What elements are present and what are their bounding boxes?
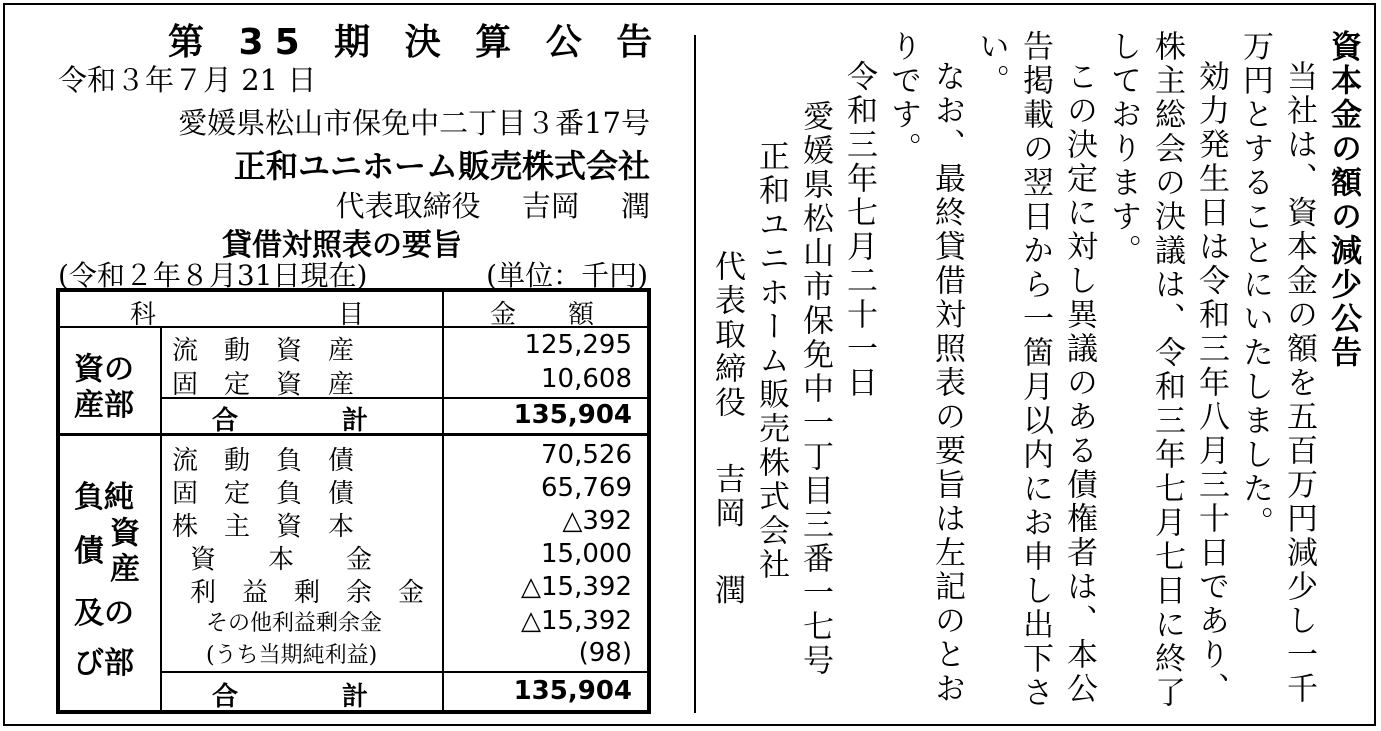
- liability-label: 資 本 金: [190, 545, 373, 575]
- notice-line: 告掲載の翌日から一箇月以内にお申し出下さ: [1017, 30, 1053, 710]
- assets-section-line2: 産部: [74, 388, 134, 423]
- liability-label: 固 定 負 債: [172, 479, 355, 509]
- liab-total-label: 合 計: [212, 682, 369, 712]
- liability-label: (うち当期純利益): [206, 643, 378, 668]
- liability-value: △15,392: [521, 572, 632, 602]
- company-address: 愛媛県松山市保免中二丁目３番17号: [178, 106, 650, 140]
- notice-representative: 代表取締役 吉岡 潤: [709, 250, 745, 608]
- liab-total-value: 135,904: [513, 676, 632, 706]
- liab-section-1: 負純: [74, 480, 134, 515]
- assets-section-line1: 資の: [74, 352, 134, 387]
- as-of-date: (令和２年８月31日現在): [58, 259, 368, 292]
- asset-label: 固 定 資 産: [172, 370, 355, 400]
- notice-date: 令和三年七月二十一日: [841, 60, 877, 400]
- liability-value: 15,000: [541, 539, 632, 569]
- company-name: 正和ユニホーム販売株式会社: [233, 147, 650, 185]
- column-divider: [694, 35, 696, 713]
- balance-sheet-title: 貸借対照表の要旨: [222, 228, 462, 263]
- notice-line: い。: [973, 30, 1009, 98]
- notice-line: この決定に対し異議のある債権者は、本公: [1061, 60, 1097, 706]
- notice-line: 当社は、資本金の額を五百万円減少し一千: [1281, 60, 1317, 706]
- asset-value: 10,608: [541, 364, 632, 394]
- balance-sheet-table: [56, 288, 651, 714]
- notice-line: 株主総会の決議は、令和三年七月七日に終了: [1149, 30, 1185, 710]
- notice-address: 愛媛県松山市保免中一丁目三番一七号: [797, 100, 833, 678]
- notice-company: 正和ユニホーム販売株式会社: [753, 140, 789, 582]
- notice-line: しております。: [1105, 30, 1141, 268]
- liability-value: △15,392: [521, 606, 632, 636]
- liab-total-rule: [160, 671, 647, 673]
- liability-value: △392: [562, 506, 632, 536]
- capital-reduction-notice: [700, 0, 1381, 731]
- asset-value: 125,295: [524, 330, 632, 360]
- statement-date: 令和３年７月 21 日: [58, 63, 317, 97]
- notice-line: 効力発生日は令和三年八月三十日であり、: [1193, 60, 1229, 706]
- notice-title: 資本金の額の減少公告: [1325, 30, 1361, 370]
- liability-label: 株 主 資 本: [172, 512, 355, 542]
- liability-value: 70,526: [541, 440, 632, 470]
- liability-value: (98): [578, 638, 632, 668]
- notice-line: 万円とすることにいたしました。: [1237, 30, 1273, 540]
- header-item: 科 目: [130, 300, 365, 330]
- liab-section-2: 資: [110, 516, 140, 551]
- statement-title: 第 35 期 決 算 公 告: [168, 22, 664, 63]
- header-amount: 金 額: [490, 300, 595, 330]
- unit-label: (単位：千円): [486, 259, 648, 292]
- notice-line: りです。: [885, 30, 921, 166]
- representative: 代表取締役 吉岡 潤: [335, 189, 650, 223]
- asset-label: 流 動 資 産: [172, 336, 355, 366]
- liab-section-5: 及の: [74, 596, 134, 631]
- section-divider: [160, 328, 162, 710]
- notice-line: なお、最終貸借対照表の要旨は左記のとお: [929, 60, 965, 706]
- liab-section-6: び部: [74, 646, 134, 681]
- liab-section-3: 債: [74, 534, 104, 569]
- liability-label: その他利益剰余金: [206, 611, 383, 636]
- liability-value: 65,769: [541, 473, 632, 503]
- liab-section-4: 産: [110, 552, 140, 587]
- liability-label: 利 益 剰 余 金: [190, 578, 425, 608]
- liability-label: 流 動 負 債: [172, 446, 355, 476]
- assets-total-label: 合 計: [212, 406, 369, 436]
- assets-total-value: 135,904: [513, 400, 632, 430]
